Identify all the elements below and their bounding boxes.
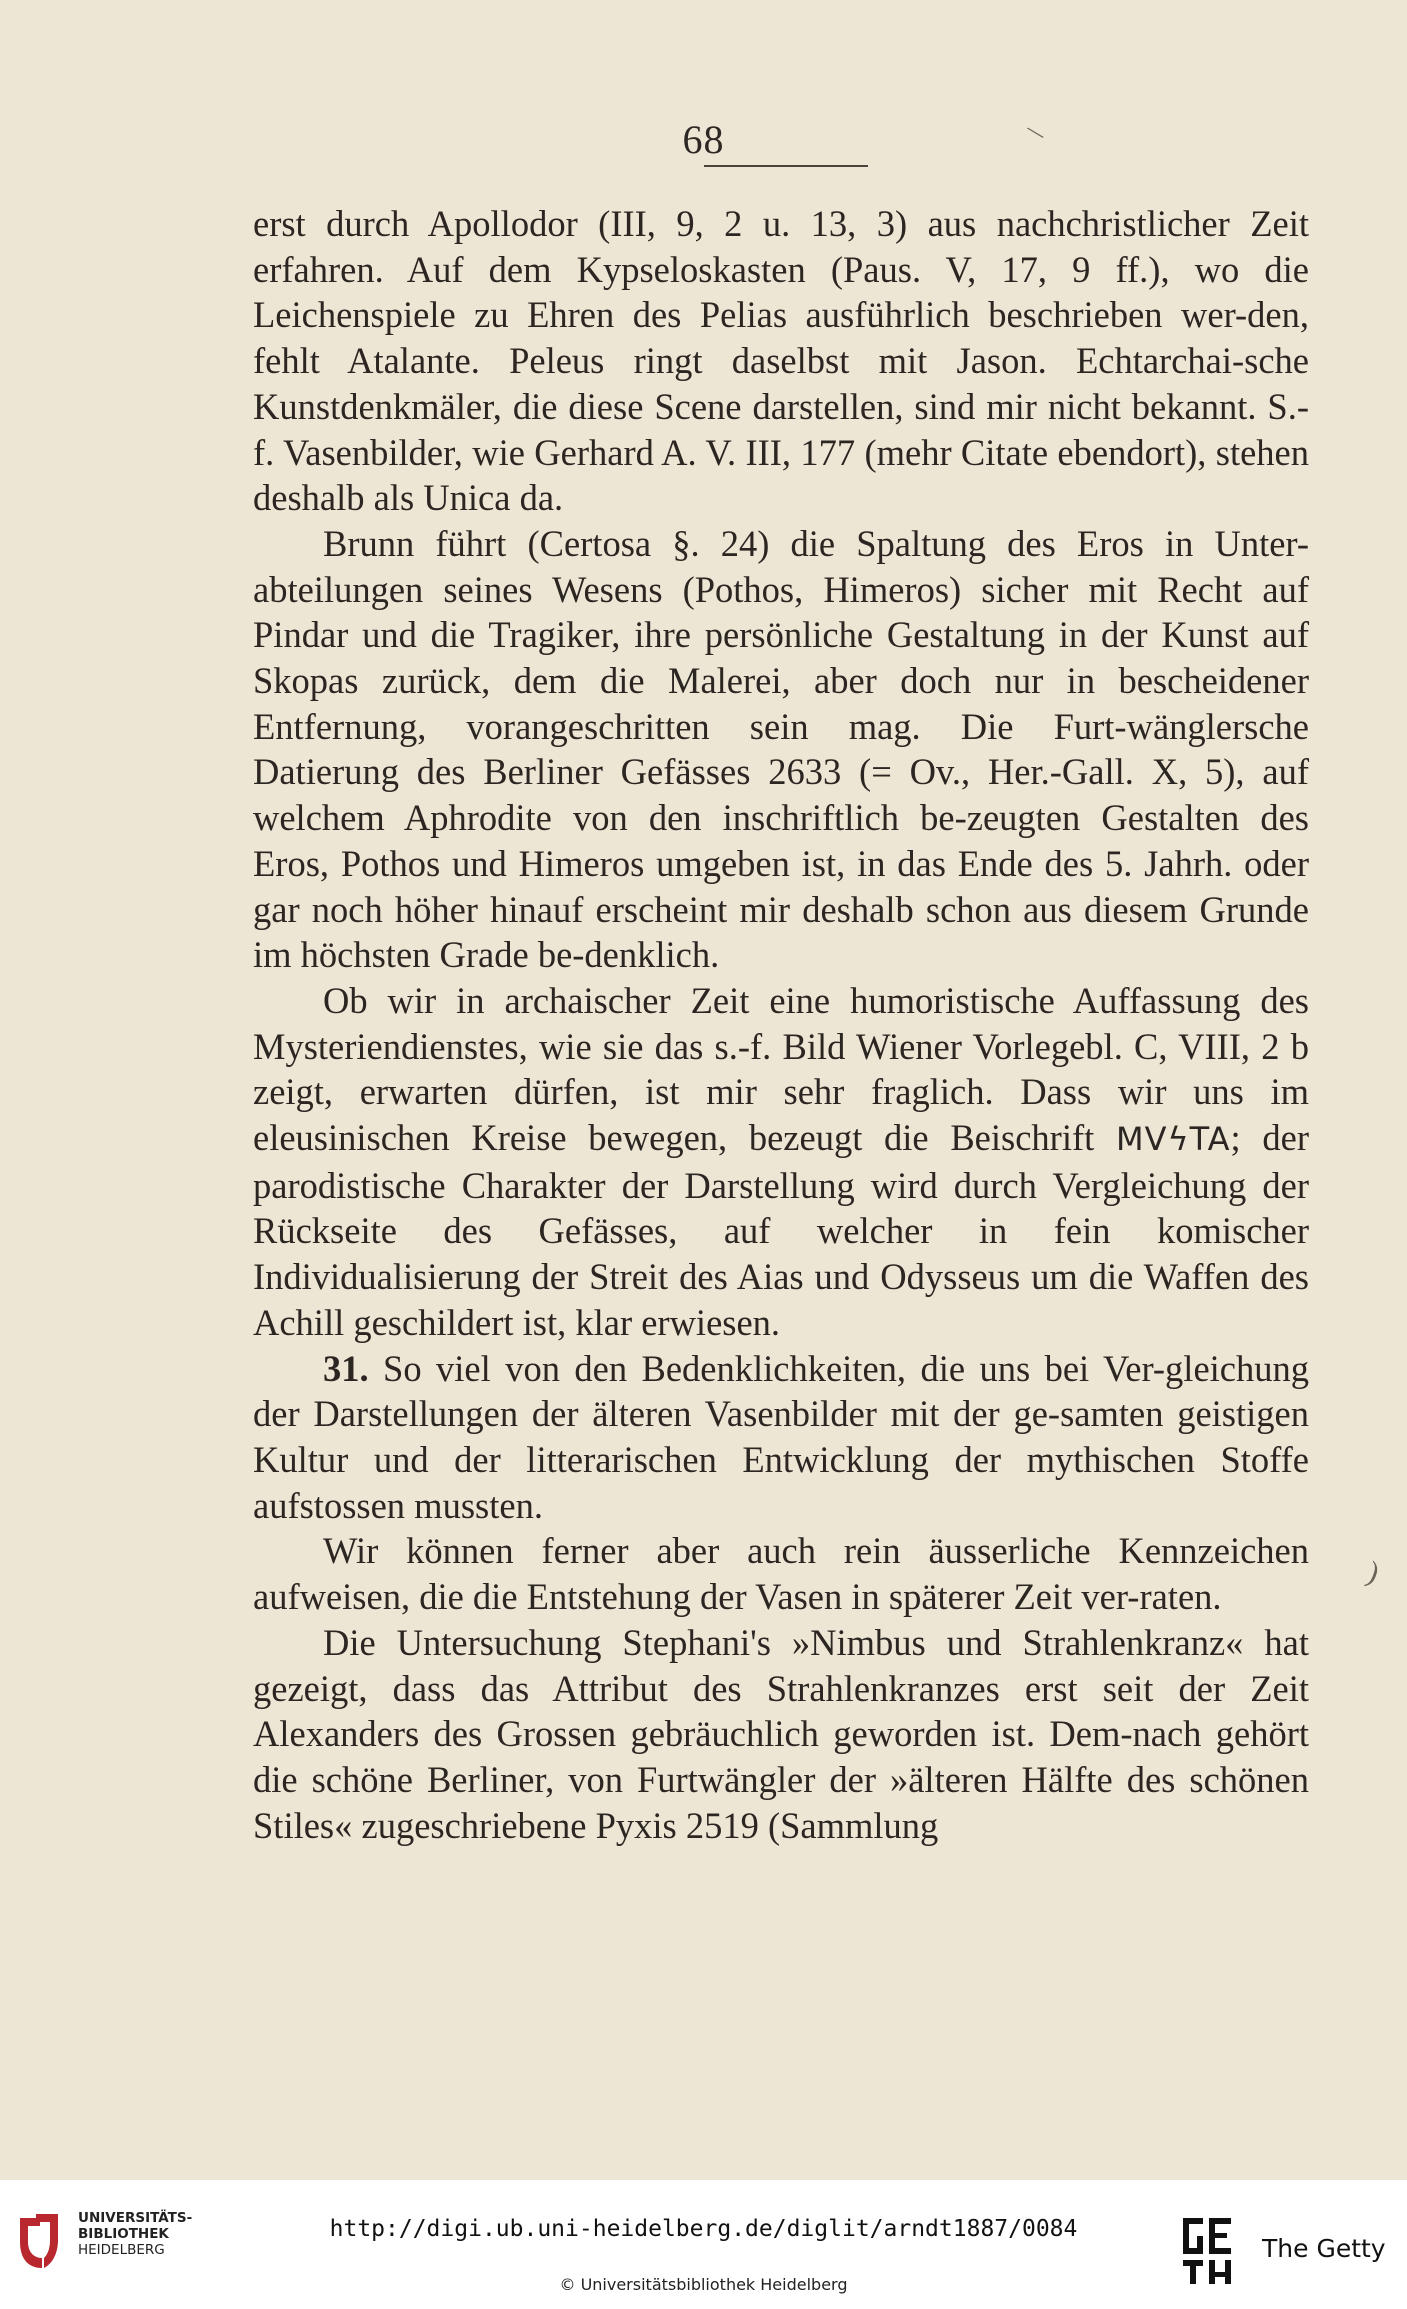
paragraph-4 <box>253 1346 1309 1529</box>
inscription-musta: MVϟTA <box>1115 1120 1231 1159</box>
section-number: 31. <box>323 1347 369 1389</box>
paragraph-2: Brunn führt (Certosa §. 24) die Spaltung des Eros in Unter-abteilungen seines Wesens (Pothos, Himeros) sicher mit Recht auf Pindar und die Tragiker, ihre persönliche Gestaltung in der Kunst auf Skopas zurück, dem die Malerei, aber doch nur in bescheidener Entfernung, vorangeschritten sein mag. Die Furt-wänglersche Datierung des Berliner Gefässes 2633 (= Ov., Her.-Gall. X, 5), auf welchem Aphrodite von den inschriftlich be-zeugten Gestalten des Eros, Pothos und Himeros umgeben ist, in das Ende des 5. Jahrh. oder gar noch höher hinauf erscheint mir deshalb schon aus diesem Grunde im höchsten Grade be-denklich. <box>253 522 1309 976</box>
paragraph-3-text-b: ; der parodistische Charakter der Darstellung wird durch Vergleichung der Rückseite des Gefässes, auf welcher in fein komischer Individualisierung der Streit des Aias und Odysseus um die Waffen des Achill geschildert ist, klar erwiesen. <box>253 1117 1309 1343</box>
copyright-notice: © Universitätsbibliothek Heidelberg <box>559 2275 848 2294</box>
paragraph-6: Die Untersuchung Stephani's »Nimbus und Strahlenkranz« hat gezeigt, dass das Attribut des Strahlenkranzes erst seit der Zeit Alexanders des Grossen gebräuchlich geworden ist. Dem-nach gehört die schöne Berliner, von Furtwängler der »älteren Hälfte des schönen Stiles« zugeschriebene Pyxis 2519 (Sammlung <box>253 1621 1309 1846</box>
margin-pencil-mark: \ <box>1023 119 1048 147</box>
margin-ink-mark: ) <box>1362 1555 1384 1590</box>
library-line-1: UNIVERSITÄTS- <box>78 2210 193 2226</box>
paragraph-1: erst durch Apollodor (III, 9, 2 u. 13, 3) aus nachchristlicher Zeit erfahren. Auf dem Kypseloskasten (Paus. V, 17, 9 ff.), wo die Leichenspiele zu Ehren des Pelias ausführlich beschrieben wer-den, fehlt Atalante. Peleus ringt daselbst mit Jason. Echtarchai-sche Kunstdenkmäler, die diese Scene darstellen, sind mir nicht bekannt. S.-f. Vasenbilder, wie Gerhard A. V. III, 177 (mehr Citate ebendort), stehen deshalb als Unica da. <box>253 203 1309 519</box>
permalink-url[interactable]: http://digi.ub.uni-heidelberg.de/diglit/arndt1887/0084 <box>329 2216 1078 2242</box>
paragraph-3 <box>253 978 1309 1346</box>
paragraph-5: Wir können ferner aber auch rein äusserliche Kennzeichen aufweisen, die die Entstehung der Vasen in späterer Zeit ver-raten. <box>253 1530 1309 1618</box>
paragraph-4-text: So viel von den Bedenklichkeiten, die uns bei Ver-gleichung der Darstellungen der älteren Vasenbilder mit der ge-samten geistigen Kultur und der litterarischen Entwicklung der mythischen Stoffe aufstossen mussten. <box>253 1347 1309 1526</box>
header-rule <box>704 165 868 167</box>
body-text <box>253 201 1309 1848</box>
footer-bar <box>0 2180 1407 2309</box>
library-line-2: BIBLIOTHEK <box>78 2226 169 2242</box>
getty-name: The Getty <box>1262 2234 1386 2263</box>
page-number: 68 <box>682 117 725 162</box>
paragraph-3-text-a: Ob wir in archaischer Zeit eine humoristische Auffassung des Mysteriendienstes, wie sie das s.-f. Bild Wiener Vorlegebl. C, VIII, 2 b zeigt, erwarten dürfen, ist mir sehr fraglich. Dass wir uns im eleusinischen Kreise bewegen, bezeugt die Beischrift <box>253 979 1309 1159</box>
library-line-3: HEIDELBERG <box>78 2242 165 2258</box>
getty-logo-icon <box>1181 2216 1237 2286</box>
